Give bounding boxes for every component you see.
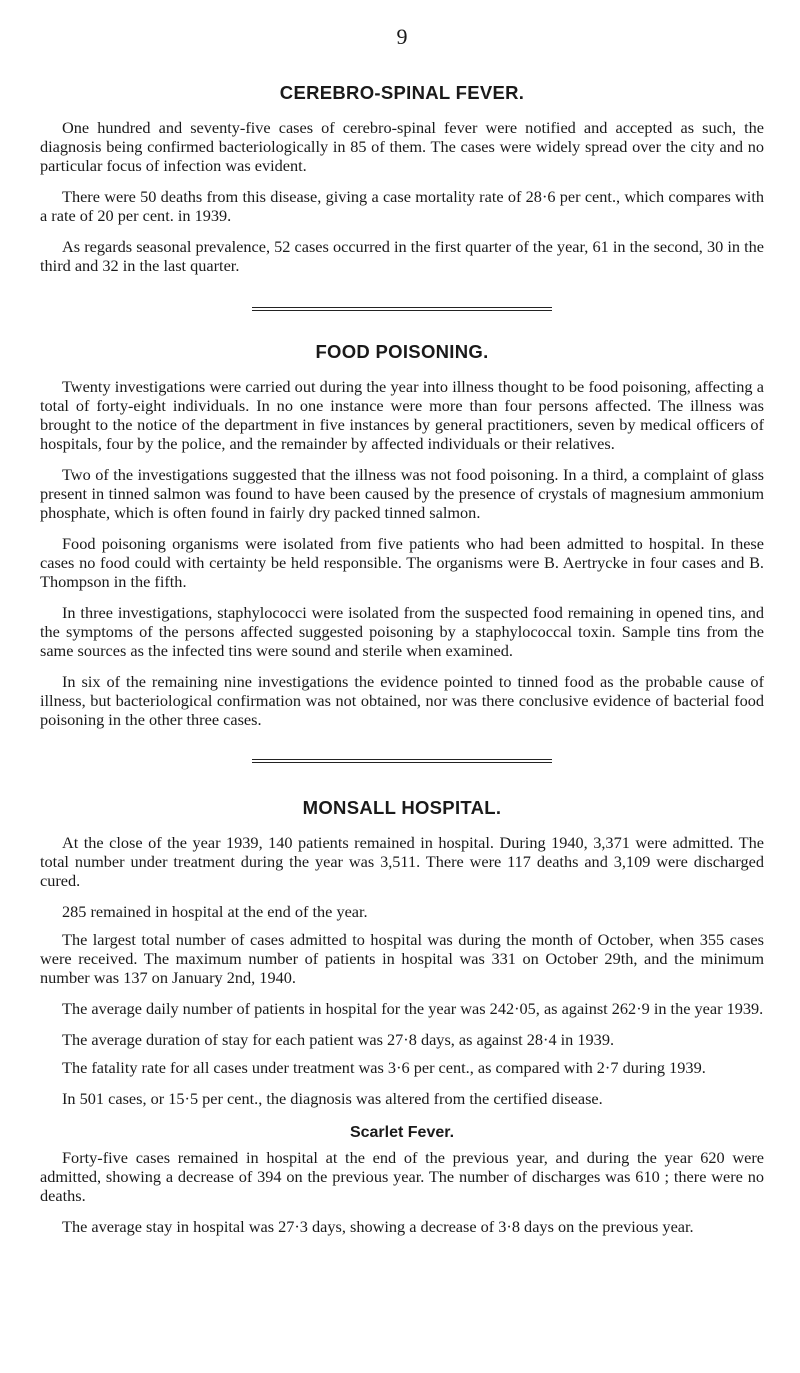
paragraph: There were 50 deaths from this disease, giving a case mortality rate of 28·6 per cent., which compares with a rate of 20 per cent. in 1939.: [40, 187, 764, 225]
paragraph: The fatality rate for all cases under treatment was 3·6 per cent., as compared with 2·7 during 1939.: [62, 1058, 706, 1077]
paragraph: The average duration of stay for each patient was 27·8 days, as against 28·4 in 1939.: [62, 1030, 615, 1049]
paragraph: The average daily number of patients in hospital for the year was 242·05, as against 262·9 in the year 1939.: [62, 999, 764, 1018]
paragraph: Food poisoning organisms were isolated from five patients who had been admitted to hospital. In these cases no food could with certainty be held responsible. The organisms were B. Aertrycke in four cases and B. Thompson in the fifth.: [40, 534, 764, 591]
section-divider: [252, 759, 552, 763]
paragraph: Forty-five cases remained in hospital at the end of the previous year, and during the year 620 were admitted, showing a decrease of 394 on the previous year. The number of discharges was 610 ; there were no deaths.: [40, 1148, 764, 1205]
paragraph: At the close of the year 1939, 140 patients remained in hospital. During 1940, 3,371 were admitted. The total number under treatment during the year was 3,511. There were 117 deaths and 3,109 were discharged cured.: [40, 833, 764, 890]
paragraph: 285 remained in hospital at the end of the year.: [62, 902, 368, 921]
paragraph: Twenty investigations were carried out during the year into illness thought to be food poisoning, affecting a total of forty-eight individuals. In no one instance were more than four persons affected. The illness was brought to the notice of the department in five instances by general practitioners, seven by medical officers of hospitals, four by the police, and the remainder by affected individuals or their relatives.: [40, 377, 764, 453]
page-number: 9: [396, 24, 408, 49]
section-monsall-hospital: [40, 797, 764, 1236]
section-title: CEREBRO-SPINAL FEVER.: [279, 82, 525, 103]
paragraph: As regards seasonal prevalence, 52 cases occurred in the first quarter of the year, 61 in the second, 30 in the third and 32 in the last quarter.: [40, 237, 764, 275]
paragraph: Two of the investigations suggested that the illness was not food poisoning. In a third, a complaint of glass present in tinned salmon was found to have been caused by the presence of crystals of magnesium ammonium phosphate, which is often found in fairly dry packed tinned salmon.: [40, 465, 764, 522]
subsection-title: Scarlet Fever.: [349, 1124, 455, 1141]
section-food-poisoning: [40, 341, 764, 729]
section-title: MONSALL HOSPITAL.: [302, 797, 502, 818]
paragraph: In three investigations, staphylococci were isolated from the suspected food remaining in opened tins, and the symptoms of the persons affected suggested poisoning by a staphylococcal toxin. Sample tins from the same sources as the infected tins were sound and sterile when examined.: [40, 603, 764, 660]
section-cerebro-spinal-fever: [40, 82, 764, 275]
paragraph: One hundred and seventy-five cases of cerebro-spinal fever were notified and accepted as such, the diagnosis being confirmed bacteriologically in 85 of them. The cases were widely spread over the city and no particular focus of infection was evident.: [40, 118, 764, 175]
paragraph: In six of the remaining nine investigations the evidence pointed to tinned food as the probable cause of illness, but bacteriological confirmation was not obtained, nor was there conclusive evidence of bacterial food poisoning in the other three cases.: [40, 672, 764, 729]
section-title: FOOD POISONING.: [315, 341, 489, 362]
paragraph: The largest total number of cases admitted to hospital was during the month of October, when 355 cases were received. The maximum number of patients in hospital was 331 on October 29th, and the minimum number was 137 on January 2nd, 1940.: [40, 930, 764, 987]
section-divider: [252, 307, 552, 311]
paragraph: In 501 cases, or 15·5 per cent., the diagnosis was altered from the certified disease.: [62, 1089, 603, 1108]
paragraph: The average stay in hospital was 27·3 days, showing a decrease of 3·8 days on the previous year.: [62, 1217, 694, 1236]
